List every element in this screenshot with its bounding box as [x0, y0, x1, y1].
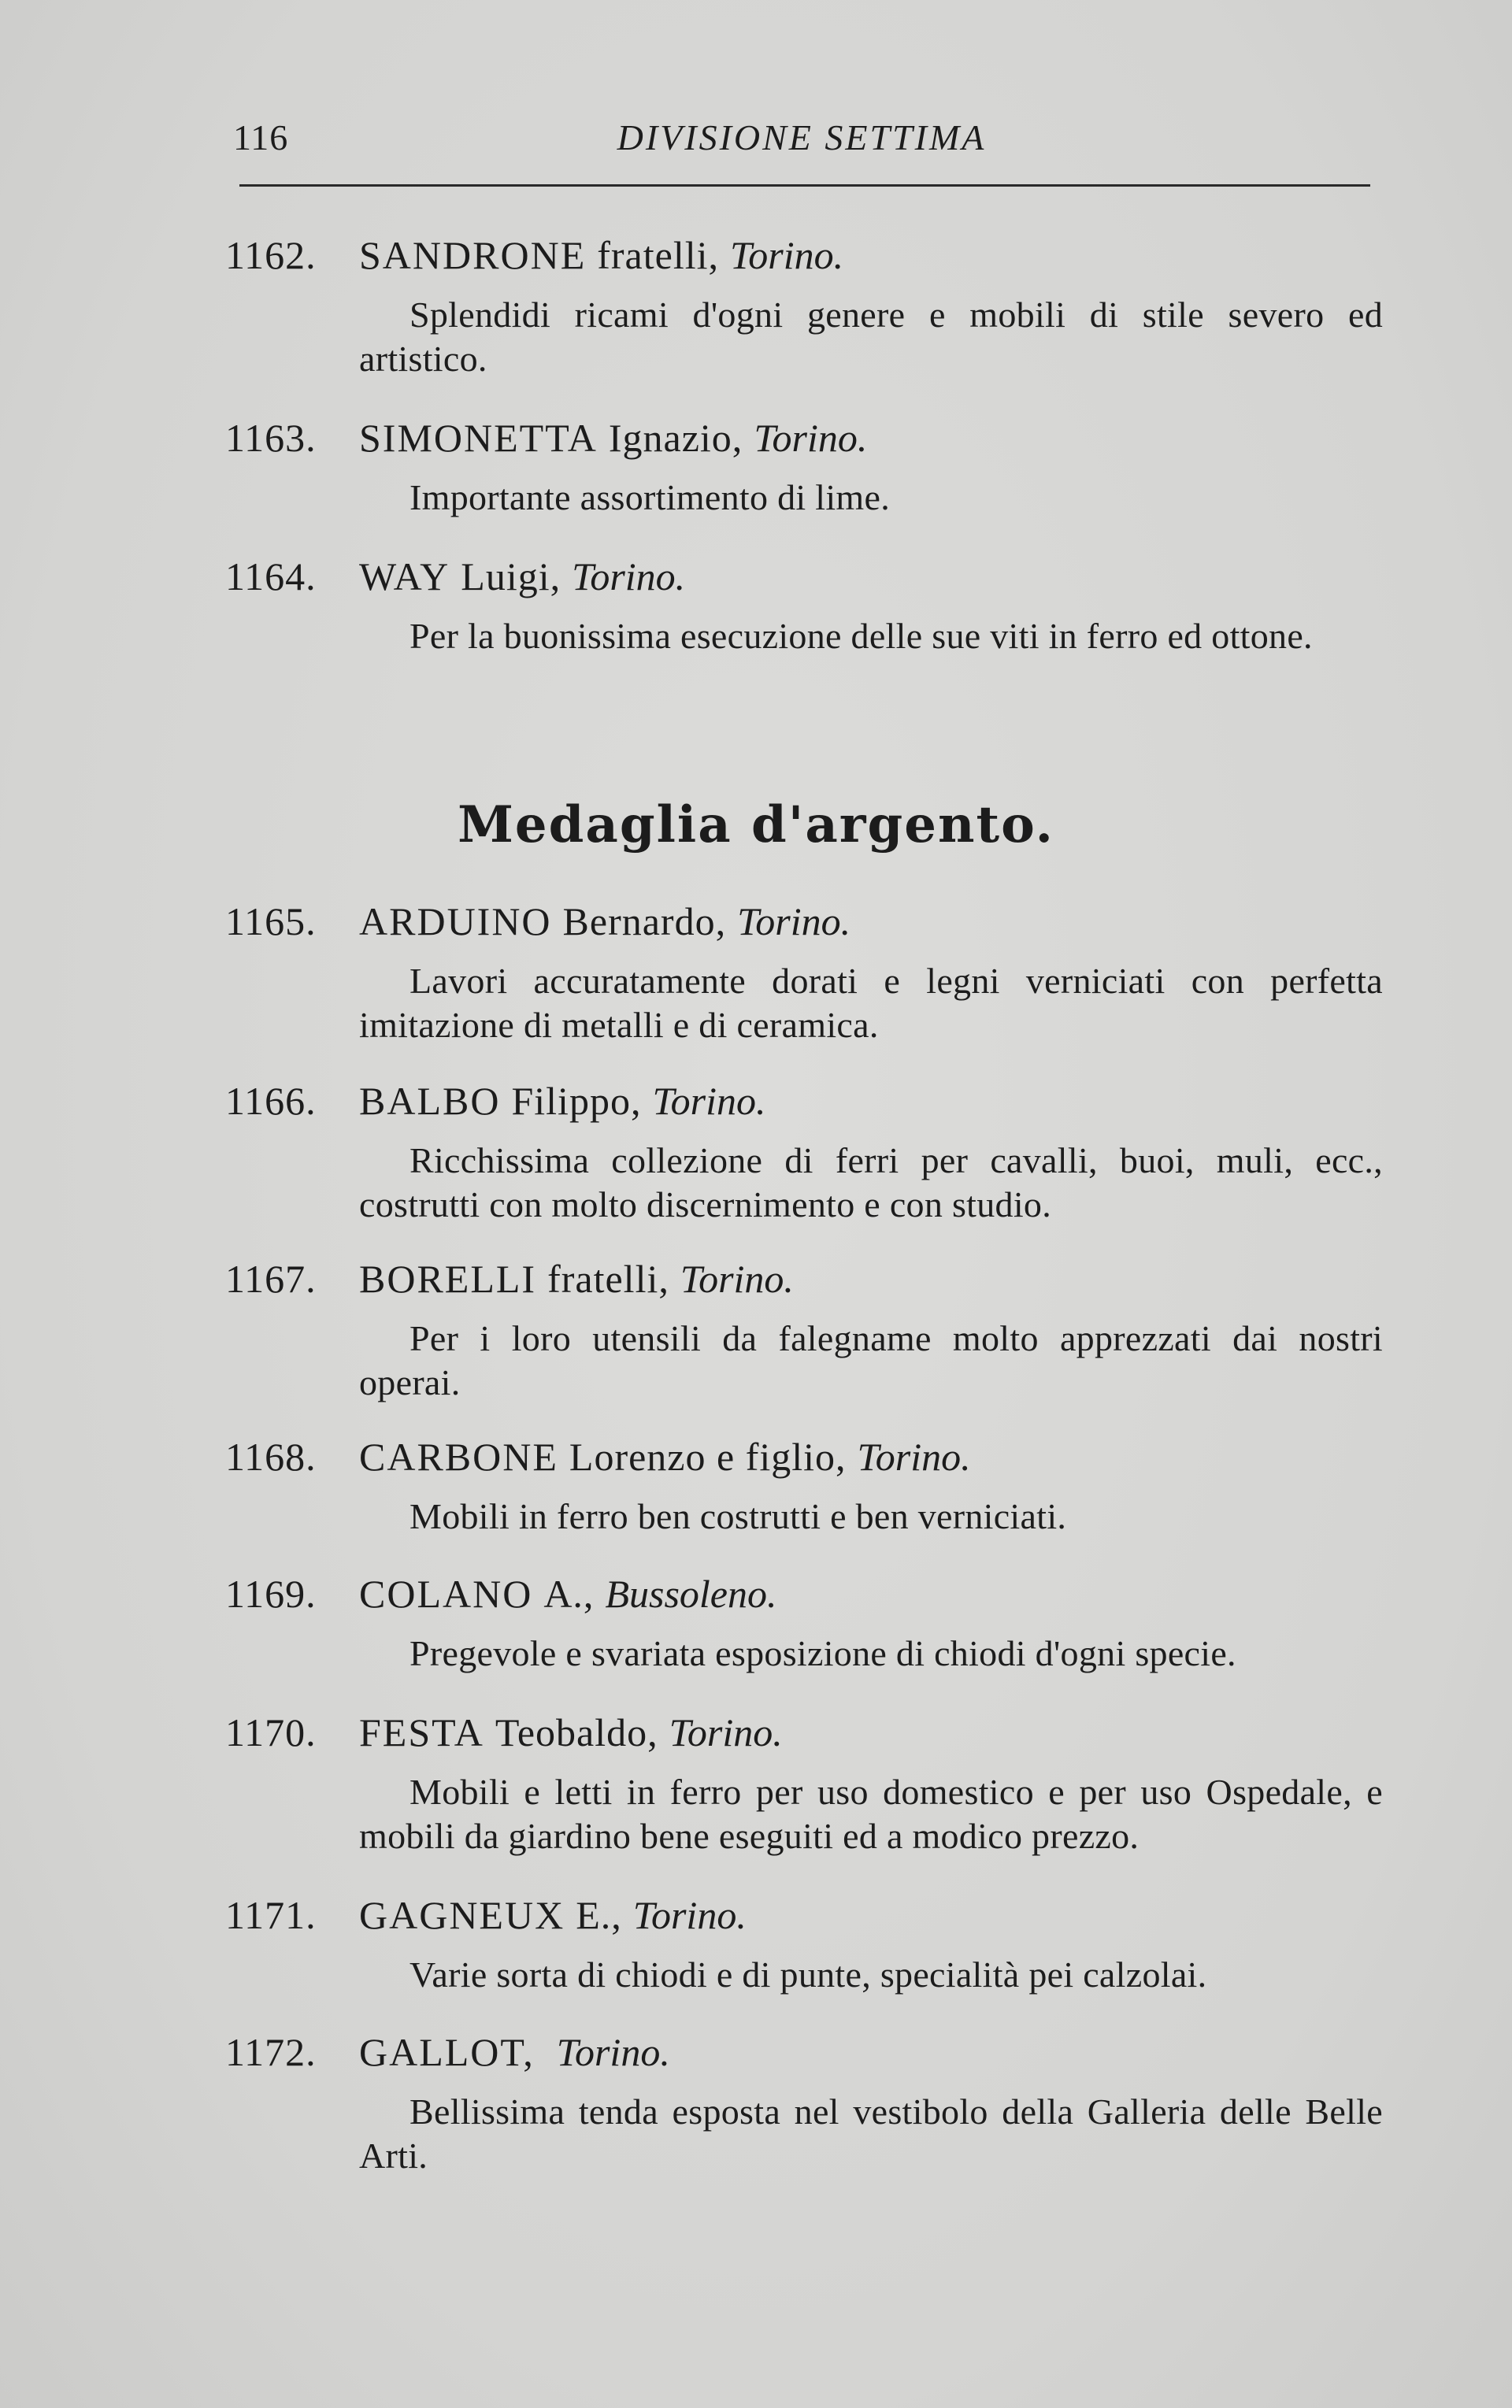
section-heading: Medaglia d'argento. — [458, 795, 1054, 854]
entry-given-name: Lorenzo e figlio, — [569, 1435, 847, 1479]
entry-number: 1171. — [225, 1893, 317, 1937]
award-entry — [225, 1257, 1383, 1405]
entry-number: 1169. — [225, 1572, 317, 1616]
award-entry — [225, 2030, 1383, 2178]
entry-description: Splendidi ricami d'ogni genere e mobili di stile severo ed artistico. — [359, 295, 1383, 379]
entry-description: Per la buonissima esecuzione delle sue viti in ferro ed ottone. — [410, 616, 1313, 656]
entry-place: Torino. — [737, 899, 851, 943]
entry-description: Ricchissima collezione di ferri per cavalli, buoi, muli, ecc., costrutti con molto discernimento e con studio. — [359, 1140, 1383, 1224]
entry-given-name: Filippo, — [511, 1079, 642, 1123]
entry-heading — [225, 1893, 1383, 1937]
award-entry — [225, 1893, 1383, 1997]
entry-number: 1162. — [225, 233, 317, 277]
entry-given-name: fratelli, — [597, 233, 720, 277]
entry-place: Torino. — [669, 1710, 783, 1754]
running-title: DIVISIONE SETTIMA — [617, 117, 987, 157]
award-entry — [225, 233, 1383, 381]
entry-place: Torino. — [572, 554, 686, 598]
entry-name: FESTA — [359, 1710, 484, 1754]
entry-description: Mobili in ferro ben costrutti e ben verniciati. — [410, 1496, 1067, 1536]
entry-description: Mobili e letti in ferro per uso domestico e per uso Ospedale, e mobili da giardino bene eseguiti ed a modico prezzo. — [359, 1772, 1383, 1856]
award-entry — [225, 416, 1383, 520]
entry-number: 1163. — [225, 416, 317, 460]
entry-number: 1170. — [225, 1710, 317, 1754]
entry-heading — [225, 1710, 1383, 1754]
entry-number: 1166. — [225, 1079, 317, 1123]
entry-description: Varie sorta di chiodi e di punte, specialità pei calzolai. — [410, 1954, 1207, 1995]
entry-number: 1168. — [225, 1435, 317, 1479]
entry-number: 1164. — [225, 554, 317, 598]
entry-place: Bussoleno. — [605, 1572, 777, 1616]
award-entry — [225, 554, 1383, 658]
entry-number: 1172. — [225, 2030, 317, 2074]
entry-name: SANDRONE — [359, 233, 587, 277]
entry-heading — [225, 899, 1383, 943]
entry-heading — [225, 2030, 1383, 2074]
entry-given-name: Bernardo, — [562, 899, 727, 943]
award-entry — [225, 1435, 1383, 1539]
award-entry — [225, 899, 1383, 1047]
entry-description: Lavori accuratamente dorati e legni verniciati con perfetta imitazione di metalli e di ceramica. — [359, 961, 1383, 1045]
entry-heading — [225, 1257, 1383, 1301]
entry-name: SIMONETTA — [359, 416, 598, 460]
entry-place: Torino. — [632, 1893, 747, 1937]
entry-place: Torino. — [556, 2030, 670, 2074]
entry-description: Pregevole e svariata esposizione di chiodi d'ogni specie. — [410, 1633, 1236, 1673]
entry-number: 1165. — [225, 899, 317, 943]
entry-description: Bellissima tenda esposta nel vestibolo della Galleria delle Belle Arti. — [359, 2091, 1383, 2176]
entry-heading — [225, 554, 1383, 598]
entry-place: Torino. — [680, 1257, 794, 1301]
entry-name: CARBONE — [359, 1435, 558, 1479]
entry-place: Torino. — [652, 1079, 766, 1123]
entry-given-name: fratelli, — [547, 1257, 669, 1301]
entry-given-name: Luigi, — [461, 554, 561, 598]
entry-given-name: E., — [576, 1893, 622, 1937]
entry-name: BORELLI — [359, 1257, 537, 1301]
entry-given-name: Ignazio, — [608, 416, 743, 460]
entry-number: 1167. — [225, 1257, 317, 1301]
entry-place: Torino. — [754, 416, 868, 460]
entry-heading — [225, 416, 1383, 460]
award-entry — [225, 1710, 1383, 1858]
entry-heading — [225, 1079, 1383, 1123]
entry-given-name: Teobaldo, — [495, 1710, 658, 1754]
entry-heading — [225, 233, 1383, 277]
award-entry — [225, 1079, 1383, 1227]
entry-description: Importante assortimento di lime. — [410, 477, 891, 517]
entry-name: ARDUINO — [359, 899, 552, 943]
header-rule — [239, 184, 1370, 187]
entry-name: WAY — [359, 554, 450, 598]
entry-place: Torino. — [730, 233, 844, 277]
award-entry — [225, 1572, 1383, 1676]
entry-heading — [225, 1572, 1383, 1616]
entry-name: GALLOT, — [359, 2030, 535, 2074]
entry-given-name: A., — [543, 1572, 595, 1616]
entry-name: BALBO — [359, 1079, 501, 1123]
entry-name: GAGNEUX — [359, 1893, 565, 1937]
page-number: 116 — [233, 117, 289, 157]
page-header — [233, 117, 1370, 164]
entry-name: COLANO — [359, 1572, 533, 1616]
entry-place: Torino. — [857, 1435, 971, 1479]
entry-heading — [225, 1435, 1383, 1479]
entry-description: Per i loro utensili da falegname molto apprezzati dai nostri operai. — [359, 1318, 1383, 1402]
